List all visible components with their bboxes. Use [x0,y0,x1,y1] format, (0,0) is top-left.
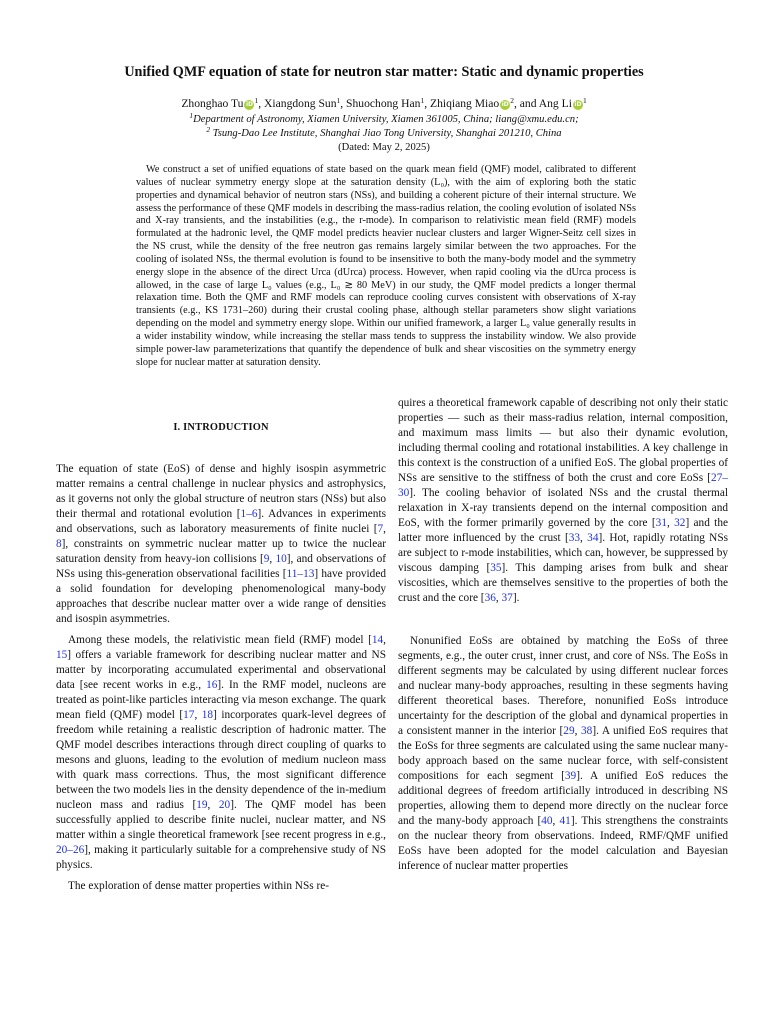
citation-link[interactable]: 11–13 [286,568,315,580]
paragraph-text: ] offers a variable framework for describing nuclear matter and NS matter by incorporating accumulated experimental and observational data [see recent works in e.g., [56,649,386,691]
paragraph-text: , [666,517,675,529]
paragraph-text: , [207,799,219,811]
citation-link[interactable]: 1–6 [240,508,258,520]
author [539,97,587,110]
paragraph-text: , [580,532,588,544]
citation-link[interactable]: 8 [56,538,62,550]
paragraph-text: , [383,523,386,535]
paragraph-text: , [383,634,386,646]
affiliation-text: Tsung-Dao Lee Institute, Shanghai Jiao Tong University, Shanghai 201210, China [212,128,562,139]
author [346,97,424,110]
citation-link[interactable]: 34 [587,532,599,544]
citation-link[interactable]: 9 [263,553,270,565]
paragraph-text: , [495,592,502,604]
paper-title: Unified QMF equation of state for neutron star matter: Static and dynamic properties [124,64,644,80]
paragraph-text: ] and the latter more influenced by the crust [ [398,517,728,544]
paragraph-text: The exploration of dense matter properties within NSs re- [68,880,330,892]
paragraph-text: Nonunified EoSs are obtained by matching the EoSs of three segments, e.g., the outer crust, inner crust, and core of NSs. The EoSs in different segments may be calculated by using different nuclear forces and nuclear many-body approaches, resulting in these segments having different theoretical bases. Therefore, nonunified EoSs introduce uncertainty for the description of the global and dynamical properties in a consistent manner in the interior [ [398,635,728,737]
paragraph [56,633,386,873]
author-name: Zhonghao Tu [181,97,244,110]
affiliation-mark: 1 [189,111,194,120]
author-affiliation-mark: 2 [510,96,514,105]
paragraph-text: ]. This damping arises from bulk and shear viscosities, which are themselves sensitive to the properties of both the crust and the core [ [398,562,728,604]
citation-link[interactable]: 38 [581,725,593,737]
paragraph-text: ]. This strengthens the constraints on the nuclear theory from observations. Indeed, RMF/QMF unified EoSs have been adopted for the model calculation and Bayesian inference of nuclear matter properties [398,815,728,872]
affiliation-text: Department of Astronomy, Xiamen University, Xiamen 361005, China; liang@xmu.edu.cn; [193,114,579,125]
paragraph-text: Among these models, the relativistic mean field (RMF) model [ [68,634,372,646]
citation-link[interactable]: 39 [564,770,577,782]
paragraph-text: ], making it particularly suitable for a comprehensive study of NS physics. [56,844,386,871]
author [181,97,258,110]
citation-link[interactable]: 41 [559,815,571,827]
citation-link[interactable]: 36 [484,592,496,604]
citation-link[interactable]: 16 [206,679,218,691]
author-affiliation-mark: 1 [582,96,587,105]
paragraph [56,462,386,627]
citation-link[interactable]: 14 [371,634,384,646]
dated-line: (Dated: May 2, 2025) [338,142,430,153]
paragraph-text: , [574,725,582,737]
affiliation-mark: 2 [206,125,211,134]
citation-link[interactable]: 27–30 [398,472,728,499]
citation-link[interactable]: 37 [501,592,513,604]
paragraph-text: ]. The cooling behavior of isolated NSs and the crustal thermal relaxation in X-ray transients depend on the internal composition and EoS, with the former primarily governed by the core [ [398,487,728,529]
citation-link[interactable]: 15 [56,649,68,661]
citation-link[interactable]: 32 [674,517,686,529]
author-name: Shuochong Han [346,97,421,110]
affiliation-1 [0,111,768,125]
left-column [56,420,386,900]
section-heading: I. INTRODUCTION [173,422,269,433]
paragraph-text: ]. Hot, rapidly rotating NSs are subject to r-mode instabilities, which can, however, be suppressed by viscous damping [ [398,532,729,574]
paragraph-text: ]. [512,592,520,604]
paragraph-text: , [194,709,202,721]
paragraph-text: ]. The QMF model has been successfully applied to describe finite nuclei, nuclear matter, and NS matter within a single theoretical framework [see recent progress in e.g., [56,799,386,841]
citation-link[interactable]: 17 [183,709,195,721]
paragraph-text: ]. A unified EoS reduces the additional degrees of freedom artificially introduced in describing NS properties, allowing them to depend more directly on the nuclear force and the many-body approach [ [398,770,729,827]
orcid-icon[interactable]: iD [245,101,253,108]
citation-link[interactable]: 31 [655,517,667,529]
paragraph-text: ]. A unified EoS requires that the EoSs for three segments are calculated using the same nuclear many-body approach based on the same nuclear force, with self-consistent compositions for each segment [ [398,725,728,782]
affiliation-2 [0,125,768,139]
author [264,97,340,110]
author-separator: , and [513,97,539,110]
author-separator: , [340,97,347,110]
paragraph [56,879,386,894]
orcid-icon[interactable]: iD [501,101,509,108]
paragraph-text: ], and observations of NSs using this-generation observational facilities [ [56,553,386,580]
citation-link[interactable]: 19 [196,799,208,811]
paragraph-text: quires a theoretical framework capable of describing not only their static properties — such as their mass-radius relation, internal composition, and maximum mass limits — but also their dynamic evolution, including thermal cooling and rotational instabilities. A key challenge in this context is the construction of a unified EoS. The global properties of NSs are sensitive to the stiffness of both the crust and core EoSs [ [398,397,728,484]
paragraph-text: ]. Advances in experiments and observations, such as laboratory measurements of finite nuclei [ [56,508,386,535]
author-separator: , [258,97,265,110]
citation-link[interactable]: 20 [218,799,231,811]
paragraph-text: ]. In the RMF model, nucleons are treated as point-like particles interacting via meson exchange. The quark mean field (QMF) model [ [56,679,386,721]
abstract: We construct a set of unified equations of state based on the quark mean field (QMF) model, calibrated to different values of nuclear symmetry energy slope at the saturation density (L₀), with the aim of exploring both the static properties and dynamical behavior of neutron stars (NSs), and building a coherent picture of their internal structure. We assess the performance of these QMF models in describing the mass-radius relation, the cooling evolution of isolated NSs and X-ray transients, and the instabilities (e.g., the r-mode). In comparison to relativistic mean field (RMF) models formulated at the hadronic level, the QMF model predicts heavier nuclear clusters and larger Wigner-Seitz cell sizes in the NS crust, while the density of the free neutron gas remains largely similar between the two approaches. For the cooling of isolated NSs, the thermal evolution is found to be insensitive to both the many-body model and the symmetry energy slope in the absence of the direct Urca (dUrca) process. However, when rapid cooling via the dUrca process is allowed, in the case of large L₀ values (e.g., L₀ ≳ 80 MeV) in our study, the QMF model predicts a longer thermal relaxation time. Both the QMF and RMF models can reproduce cooling curves consistent with observations of X-ray transients (e.g., KS 1731–260) during their crustal cooling phase, although stellar parameters show slight variations depending on the model and symmetry energy slope. Within our unified framework, a larger L₀ value generally results in a wider instability window, while increasing the stellar mass tends to suppress the instability window. We also provide simple power-law parameterizations that quantify the dependence of bulk and shear viscosities on the symmetry energy slope for nuclear matter at saturation density. [136,164,636,368]
author-affiliation-mark: 1 [420,96,425,105]
citation-link[interactable]: 35 [490,562,502,574]
paragraph-text: , [269,553,276,565]
paragraph-text: The equation of state (EoS) of dense and highly isospin asymmetric matter remains a central challenge in nuclear physics and astrophysics, as it governs not only the global structure of neutron stars (NSs) but also their thermal and rotational evolution [ [56,463,386,520]
citation-link[interactable]: 18 [201,709,214,721]
citation-link[interactable]: 40 [541,815,553,827]
right-column [398,397,729,880]
author-name: Zhiqiang Miao [429,97,500,110]
paragraph [398,396,728,606]
citation-link[interactable]: 29 [563,725,575,737]
citation-link[interactable]: 10 [275,553,287,565]
citation-link[interactable]: 33 [568,532,581,544]
author-name: Xiangdong Sun [264,97,337,110]
author-name: Ang Li [538,97,572,110]
paragraph-text: ] have provided a solid foundation for developing phenomenological many-body approaches that describe nuclear matter over a wide range of densities and isospin asymmetries. [56,568,386,625]
paragraph [398,634,728,874]
paragraph-text: ] incorporates quark-level degrees of freedom while retaining a realistic description of hadronic matter. The QMF model describes interactions through direct coupling of quarks to mesons and gluons, leading to the evolution of medium nucleon mass with quark mass corrections. Thus, the most significant difference between the two models lies in the density dependence of the in-medium nucleon mass and radius [ [56,709,386,811]
paragraph-text: ], constraints on symmetric nuclear matter up to twice the nuclear saturation density from heavy-ion collisions [ [56,538,386,565]
author [430,97,514,110]
orcid-icon[interactable]: iD [574,101,582,108]
author-affiliation-mark: 1 [254,96,259,105]
paragraph-text: , [552,815,560,827]
author-separator: , [424,97,430,110]
citation-link[interactable]: 7 [377,523,384,535]
citation-link[interactable]: 20–26 [56,844,85,856]
author-affiliation-mark: 1 [336,96,341,105]
author-list [0,97,768,110]
